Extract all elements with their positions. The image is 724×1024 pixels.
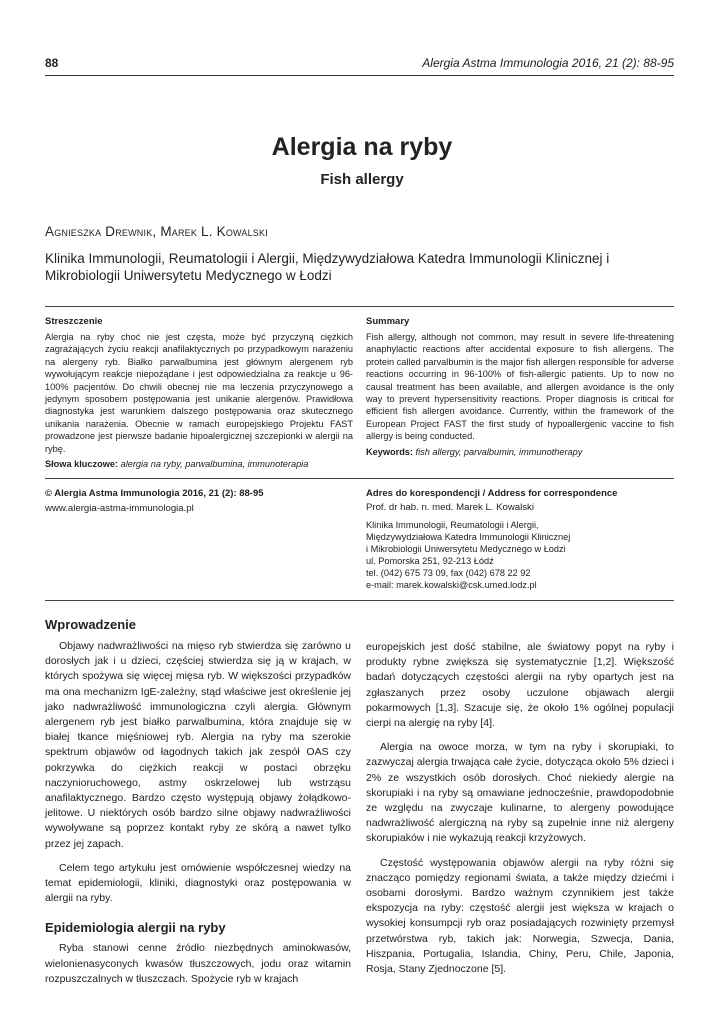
correspondence-name: Prof. dr hab. n. med. Marek L. Kowalski bbox=[366, 502, 534, 513]
epidemiology-paragraph-2: Alergia na owoce morza, w tym na ryby i skorupiaki, to zazwyczaj alergia trwająca całe życie, dotycząca około 5% dzieci i 2% ze wszystkich osób dorosłych. Choć niekiedy alergie na skorupiaki i na ryby są omawiane jednocześnie, prawdopodobnie ze względu na zwyczaje kulinarne, to alergeny powodujące nadwrażliwość alergiczną na ryby są zupełnie inne niż alergeny skorupiaków i nie wykazują reakcji krzyżowych. bbox=[366, 741, 674, 845]
intro-paragraph-1: Objawy nadwrażliwości na mięso ryb stwierdza się zarówno u dorosłych jak i u dzieci, częściej stwierdza się ją w krajach, w których spożywa się więcej mięsa ryb. W większości przypadków ma ona mechanizm IgE-zależny, stąd właściwe jest określenie jej jako nadwrażliwość immunologiczna czyli alergia. Głównym alergenem ryb jest białko parwalbumina, która znajduje się w białej tkance mięśniowej ryb. Alergia na ryby ma szerokie spektrum objawów od łagodnych takich jak zespół OAS czy pokrzywka do ciężkich reakcji w postaci obrzęku naczynioruchowego, astmy oskrzelowej lub wstrząsu anafilaktycznego. Bardzo często występują objawy żołądkowo-jelitowe. U niektórych osób bardzo silne objawy nadwrażliwości wywoływane są poprzez kontakt ryby ze skórą a nawet tylko przez jej zapach. bbox=[45, 640, 351, 850]
intro-paragraph-2: Celem tego artykułu jest omówienie współczesnej wiedzy na temat epidemiologii, kliniki, diagnostyki oraz postępowania w alergii na ryby. bbox=[45, 861, 351, 905]
info-bottom-rule bbox=[45, 600, 674, 601]
address-line: tel. (042) 675 73 09, fax (042) 678 22 92 bbox=[366, 568, 531, 578]
email-line[interactable]: e-mail: marek.kowalski@csk.umed.lodz.pl bbox=[366, 580, 537, 590]
abstract-top-rule bbox=[45, 306, 674, 307]
body-left-column bbox=[45, 617, 351, 996]
body-right-column bbox=[366, 640, 674, 986]
address-line: i Mikrobiologii Uniwersytetu Medycznego w Łodzi bbox=[366, 544, 566, 554]
streszczenie-keywords bbox=[45, 458, 353, 470]
page-number: 88 bbox=[45, 56, 59, 70]
article-title: Alergia na ryby bbox=[271, 133, 453, 161]
epidemiology-heading: Epidemiologia alergii na ryby bbox=[45, 920, 226, 936]
summary-keywords bbox=[366, 446, 674, 458]
article-subtitle: Fish allergy bbox=[320, 171, 404, 188]
summary-keywords-value: fish allergy, parvalbumin, immunotherapy bbox=[415, 446, 583, 457]
summary-block bbox=[366, 316, 674, 458]
epidemiology-paragraph-1: Ryba stanowi cenne źródło niezbędnych aminokwasów, wielonienasyconych kwasów tłuszczowych, jodu oraz witamin rozpuszczalnych w tłuszczach. Spożycie ryb w krajach bbox=[45, 942, 351, 985]
copyright-block bbox=[45, 488, 353, 515]
summary-keywords-label: Keywords: bbox=[366, 446, 413, 457]
address-line: Klinika Immunologii, Reumatologii i Alergii, bbox=[366, 520, 539, 530]
streszczenie-block bbox=[45, 316, 353, 470]
streszczenie-keywords-value: alergia na ryby, parwalbumina, immunoterapia bbox=[120, 459, 309, 470]
correspondence-address bbox=[366, 519, 674, 591]
streszczenie-keywords-label: Słowa kluczowe: bbox=[45, 459, 119, 470]
header-rule bbox=[45, 75, 674, 76]
epidemiology-paragraph-1-cont: europejskich jest dość stabilne, ale światowy popyt na ryby i produkty rybne zwiększa się systematycznie [1,2]. Większość badań dotyczących częstości alergii na ryby opartych jest na zgłaszanych przez osoby uczulone objawach alergii pokarmowych [1,3]. Szacuje się, że około 1% ogólnej populacji cierpi na alergię na ryby [4]. bbox=[366, 641, 674, 730]
correspondence-block bbox=[366, 488, 674, 591]
journal-citation: Alergia Astma Immunologia 2016, 21 (2): 88-95 bbox=[422, 56, 674, 70]
summary-text: Fish allergy, although not common, may result in severe life-threatening anaphylactic reactions after accidental exposure to fish allergens. The protein called parvalbumin is the major fish allergen responsible for adverse reactions occurring in 96-100% of fish-allergic patients. Up to now no causal treatment has been available, and allergen avoidance is the only way to prevent hypersensitivity reactions. Proper diagnosis is critical for efficient fish allergen avoidance. Currently, within the framework of the European Project FAST the first study of hypoallergenic vaccine to fish allergy is being conducted. bbox=[366, 332, 674, 442]
correspondence-heading: Adres do korespondencji / Address for correspondence bbox=[366, 488, 618, 499]
intro-heading: Wprowadzenie bbox=[45, 617, 137, 632]
abstract-bottom-rule bbox=[45, 478, 674, 479]
copyright-line: © Alergia Astma Immunologia 2016, 21 (2): 88-95 bbox=[45, 488, 264, 499]
address-line: ul. Pomorska 251, 92-213 Łódź bbox=[366, 556, 494, 566]
authors: Agnieszka Drewnik, Marek L. Kowalski bbox=[45, 224, 268, 239]
streszczenie-text: Alergia na ryby choć nie jest częsta, może być przyczyną ciężkich zagrażających życiu reakcji anafilaktycznych po przypadkowym narażeniu na alergeny ryb. Białko parwalbumina jest głównym alergenem ryb wywołującym reakcje niepożądane i jest odpowiedzialna za reakcje u 96-100% pacjentów. Do chwili obecnej nie ma leczenia przyczynowego a jedynym sposobem postępowania jest unikanie alergenów. Prawidłowa diagnostyka jest warunkiem dalszego postępowania oraz skutecznego unikania narażenia. Obecnie w ramach europejskiego Projektu FAST prowadzone jest pierwsze badanie hipoalergicznej szczepionki w alergii na rybę. bbox=[45, 332, 353, 454]
summary-heading: Summary bbox=[366, 316, 410, 327]
epidemiology-paragraph-3: Częstość występowania objawów alergii na ryby różni się znacząco pomiędzy regionami świata, a także między dziećmi i osobami dorosłymi. Bardzo ważnym czynnikiem jest także ekspozycja na ryby: częstość alergii jest większa w krajach o wysokiej konsumpcji ryb oraz posiadających rozwinięty przemysł przetwórstwa ryb, takich jak: Norwegia, Szwecja, Dania, Hiszpania, Portugalia, Islandia, Chiny, Peru, Chile, Japonia, Rosja, Stany Zjednoczone [5]. bbox=[366, 856, 674, 976]
affiliation: Klinika Immunologii, Reumatologii i Alergii, Międzywydziałowa Katedra Immunologii Klinicznej i Mikrobiologii Uniwersytetu Medycznego w Łodzi bbox=[45, 251, 610, 283]
journal-url[interactable]: www.alergia-astma-immunologia.pl bbox=[45, 503, 194, 514]
streszczenie-heading: Streszczenie bbox=[45, 316, 103, 327]
address-line: Międzywydziałowa Katedra Immunologii Klinicznej bbox=[366, 532, 571, 542]
